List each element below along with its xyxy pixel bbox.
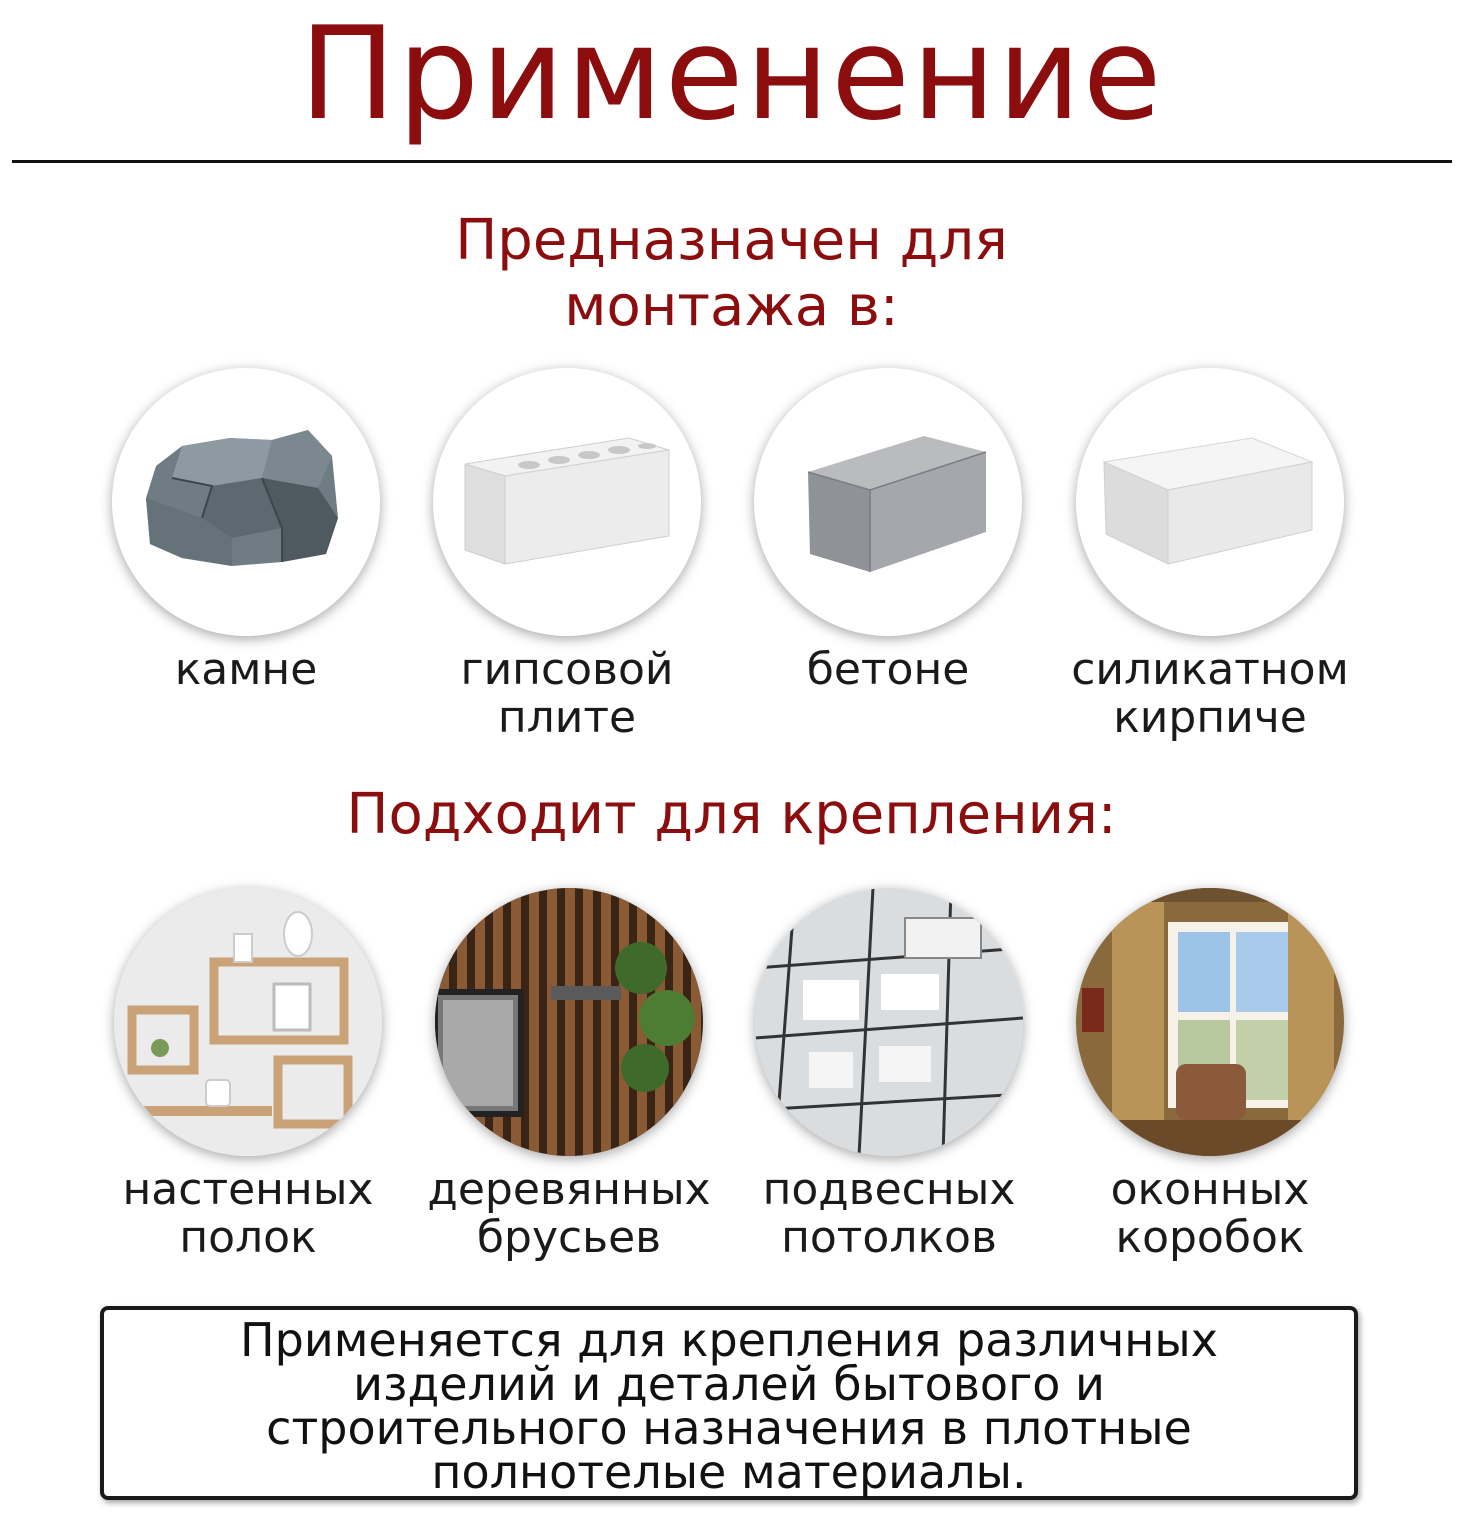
material-caption-gypsum: [407, 646, 727, 742]
material-item-stone: [86, 368, 406, 694]
material-caption-stone: [86, 646, 406, 694]
caption-line: настенных: [122, 1164, 374, 1215]
info-line-4: полнотелые материалы.: [431, 1445, 1027, 1499]
page-title: Применение: [299, 0, 1164, 149]
caption-line: коробок: [1115, 1212, 1305, 1263]
use-caption-windows: [1050, 1166, 1370, 1262]
caption-line: оконных: [1110, 1164, 1310, 1215]
material-caption-concrete: [728, 646, 1048, 694]
caption-line: кирпиче: [1113, 692, 1307, 743]
use-item-beams: [409, 888, 729, 1262]
caption-line: потолков: [781, 1212, 997, 1263]
caption-line: деревянных: [427, 1164, 711, 1215]
wooden-beams-icon: [435, 888, 703, 1156]
gypsum-board-icon: [433, 368, 701, 636]
caption-line: бетоне: [806, 644, 970, 695]
caption-line: брусьев: [476, 1212, 662, 1263]
material-item-gypsum: [407, 368, 727, 742]
silicate-brick-icon: [1076, 368, 1344, 636]
suspended-ceiling-icon: [755, 888, 1023, 1156]
use-item-shelves: [88, 888, 408, 1262]
info-line-2: изделий и деталей бытового и: [353, 1357, 1105, 1411]
use-caption-beams: [409, 1166, 729, 1262]
info-line-3: строительного назначения в плотные: [266, 1401, 1192, 1455]
application-info-box: [100, 1306, 1358, 1500]
caption-line: полок: [179, 1212, 317, 1263]
caption-line: гипсовой: [460, 644, 674, 695]
caption-line: подвесных: [762, 1164, 1016, 1215]
stone-icon: [112, 368, 380, 636]
material-item-silicate: [1050, 368, 1370, 742]
mount-heading-line-2: монтажа в:: [564, 274, 899, 339]
use-caption-ceiling: [729, 1166, 1049, 1262]
caption-line: силикатном: [1071, 644, 1349, 695]
fix-section-heading: Подходит для крепления:: [346, 782, 1117, 847]
window-frame-icon: [1076, 888, 1344, 1156]
caption-line: плите: [497, 692, 637, 743]
material-item-concrete: [728, 368, 1048, 694]
caption-line: камне: [174, 644, 318, 695]
title-divider: [12, 160, 1452, 163]
info-line-1: Применяется для крепления различных: [240, 1313, 1218, 1367]
use-item-ceiling: [729, 888, 1049, 1262]
use-item-windows: [1050, 888, 1370, 1262]
mount-heading-line-1: Предназначен для: [455, 208, 1008, 273]
application-info-text: [134, 1313, 1324, 1499]
wall-shelves-icon: [114, 888, 382, 1156]
mount-section-heading: [0, 208, 1463, 340]
use-caption-shelves: [88, 1166, 408, 1262]
material-caption-silicate: [1050, 646, 1370, 742]
concrete-block-icon: [754, 368, 1022, 636]
